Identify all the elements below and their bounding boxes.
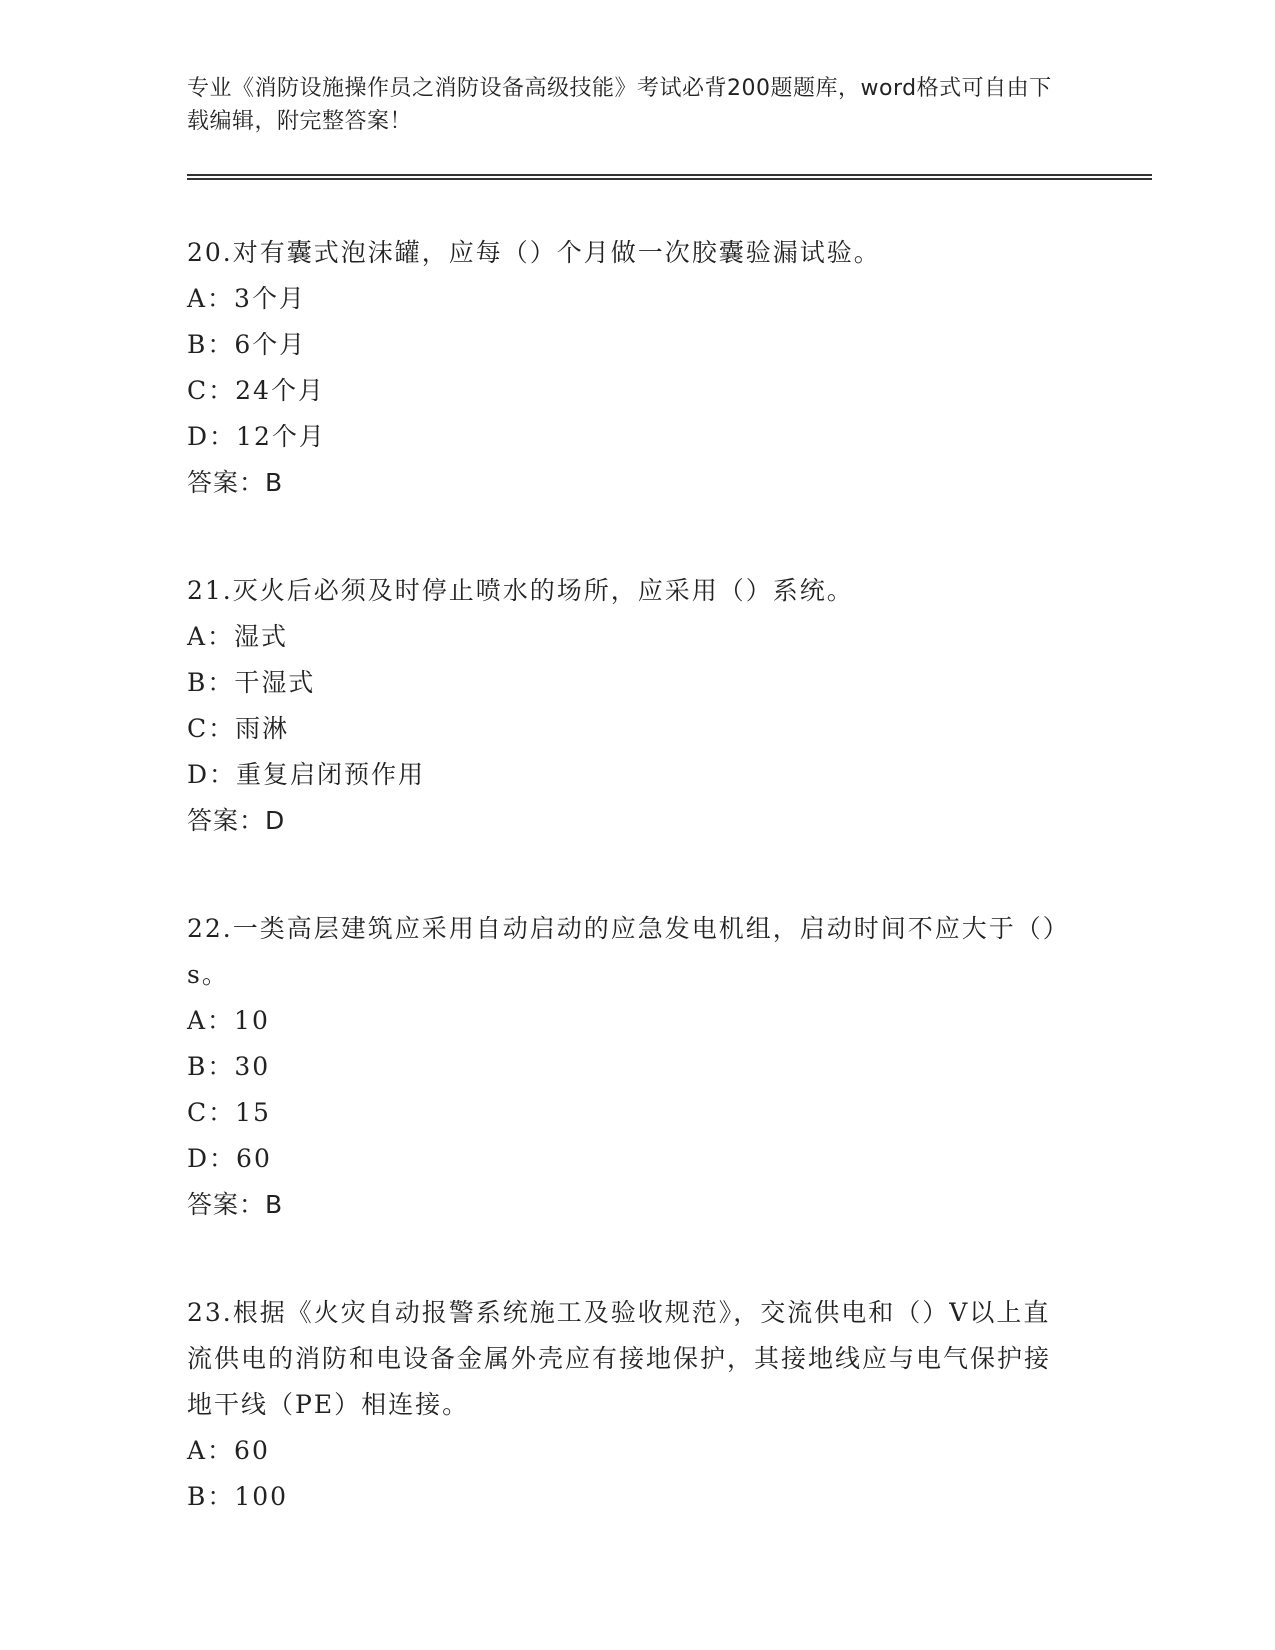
option-c: C：24个月 — [187, 376, 325, 405]
option-b: B：干湿式 — [187, 668, 316, 697]
answer-value: B — [265, 468, 284, 497]
option-a: A：3个月 — [187, 284, 306, 313]
option-a: A：湿式 — [187, 622, 289, 651]
answer-line — [187, 1182, 1152, 1228]
question-23 — [187, 1290, 1152, 1520]
question-list — [187, 230, 1152, 1520]
answer-value: B — [265, 1190, 284, 1219]
option-c: C：15 — [187, 1098, 271, 1127]
option-b: B：100 — [187, 1482, 289, 1511]
document-intro: 专业《消防设施操作员之消防设备高级技能》考试必背200题题库，word格式可自由下载编辑，附完整答案！ — [187, 76, 1052, 134]
option-b: B：30 — [187, 1052, 271, 1081]
question-text: 20.对有囊式泡沫罐，应每（）个月做一次胶囊验漏试验。 — [187, 238, 881, 267]
question-text: 23.根据《火灾自动报警系统施工及验收规范》，交流供电和（）V以上直流供电的消防和电设备金属外壳应有接地保护，其接地线应与电气保护接地干线（PE）相连接。 — [187, 1298, 1052, 1419]
question-20 — [187, 230, 1152, 506]
option-d: D：12个月 — [187, 422, 326, 451]
question-21 — [187, 568, 1152, 844]
question-22 — [187, 906, 1152, 1228]
question-text: 22.一类高层建筑应采用自动启动的应急发电机组，启动时间不应大于（）s。 — [187, 914, 1058, 989]
question-text: 21.灭火后必须及时停止喷水的场所，应采用（）系统。 — [187, 576, 854, 605]
option-d: D：重复启闭预作用 — [187, 760, 426, 789]
option-c: C：雨淋 — [187, 714, 290, 743]
answer-label: 答案： — [187, 468, 266, 497]
option-d: D：60 — [187, 1144, 272, 1173]
option-b: B：6个月 — [187, 330, 307, 359]
option-a: A：60 — [187, 1436, 270, 1465]
answer-label: 答案： — [187, 806, 266, 835]
answer-label: 答案： — [187, 1190, 266, 1219]
answer-value: D — [265, 806, 286, 835]
double-divider — [187, 174, 1152, 180]
option-a: A：10 — [187, 1006, 270, 1035]
answer-line — [187, 460, 1152, 506]
answer-line — [187, 798, 1152, 844]
document-page — [187, 72, 1152, 1582]
